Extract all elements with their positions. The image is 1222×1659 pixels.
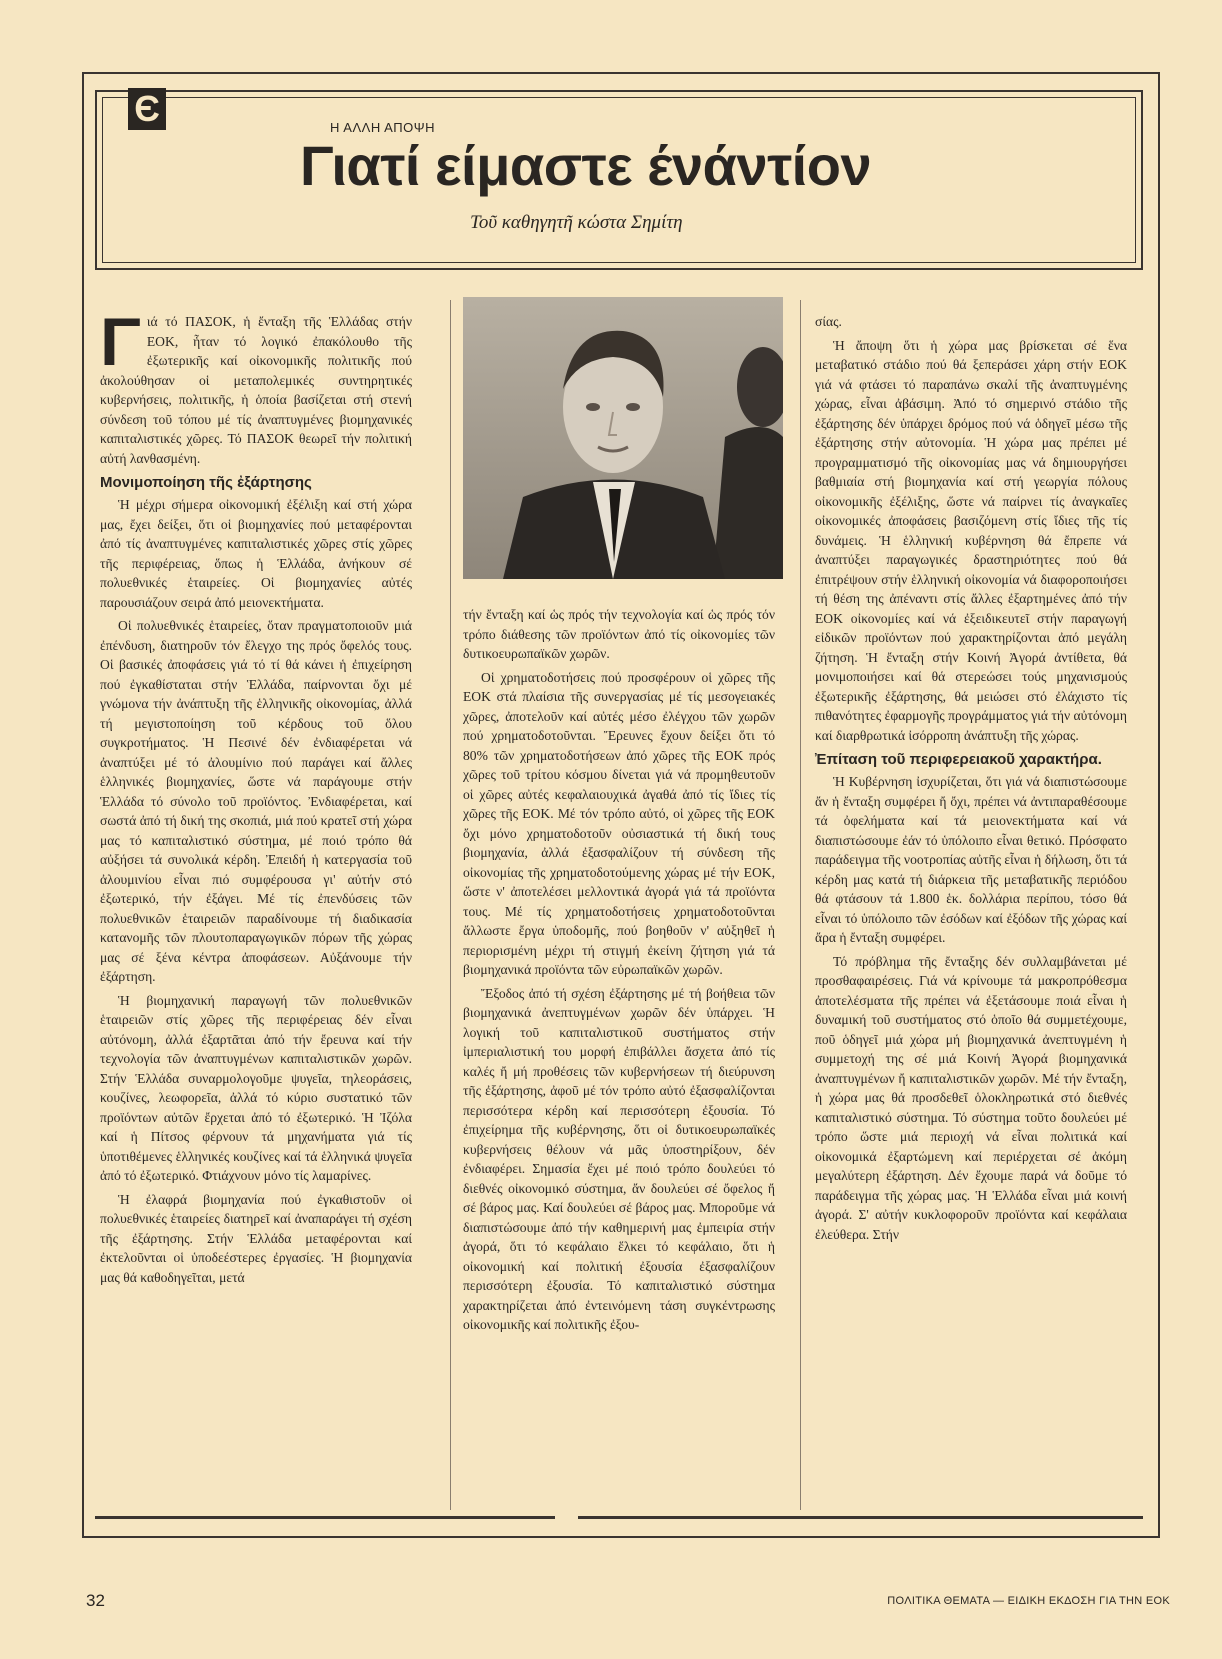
- article-byline: Τοῦ καθηγητῆ κώστα Σημίτη: [470, 212, 683, 233]
- paragraph: Ἡ μέχρι σήμερα οἰκονομική ἐξέλιξη καί στή χώρα μας, ἔχει δείξει, ὅτι οἱ βιομηχανίες πού μεταφέρονται ἀπό τίς ἀναπτυγμένες καπιταλιστικές χῶρες στίς χῶρες τῆς περιφέρειας, ὅπως ἡ Ἑλλάδα, ἀνήκουν σέ πολυεθνικές ἑταιρείες. Οἱ βιομηχανίες αὐτές παρουσιάζουν σειρά ἀπό μειονεκτήματα.: [100, 497, 412, 610]
- intro-text: ιά τό ΠΑΣΟΚ, ἡ ἔνταξη τῆς Ἑλλάδας στήν ΕΟΚ, ἦταν τό λογικό ἐπακόλουθο τῆς ἐξωτερικῆς καί οἰκονομικῆς πολιτικῆς πού ἀκολούθησαν οἱ μεταπολεμικές συντηρητικές κυβερνήσεις, πολιτικῆς, ἡ ὁποία βασίζεται στή στενή σύνδεση τοῦ τόπου μέ τίς ἀναπτυγμένες βιομηχανικές καπιταλιστικές χῶρες. Τό ΠΑΣΟΚ θεωρεῖ τήν πολιτική αὐτή λανθασμένη.: [100, 314, 412, 466]
- author-photo: [463, 297, 783, 579]
- column-rule-right: [800, 300, 801, 1510]
- intro-paragraph: [100, 304, 412, 468]
- article-column-2: [463, 605, 775, 1339]
- author-photo-image: [463, 297, 783, 579]
- section-heading-dependency: Μονιμοποίηση τῆς ἐξάρτησης: [100, 474, 312, 491]
- paragraph: Τό πρόβλημα τῆς ἔνταξης δέν συλλαμβάνεται μέ προσθαφαιρέσεις. Γιά νά κρίνουμε τά μακροπρόθεσμα ἀποτελέσματα τῆς πρέπει νά ἐξετάσουμε ποιά εἶναι ἡ δυναμική τοῦ συστήματος στό ὁποῖο θά συμμετέχουμε, ποῦ ὁδηγεῖ μιά χώρα μή βιομηχανικά ἀνεπτυγμένη ἡ συμμετοχή της σέ μιά Κοινή Ἀγορά βιομηχανικά ἀναπτυγμένων ἤ καπιταλιστικῶν χωρῶν. Μέ τήν ἔνταξη, ἡ χώρα μας θά προσδεθεῖ ὁλοκληρωτικά στό διεθνές καπιταλιστικό σύστημα. Τό σύστημα τοῦτο δουλεύει μέ τρόπο ὥστε μιά περιοχή νά εἶναι πολιτικά καί οἰκονομικά ἐξαρτώμενη καί περιέρχεται σέ ἀκόμη μεγαλύτερη ἐξάρτηση. Δέν ἔχουμε παρά νά δοῦμε τό παράδειγμα τῆς χώρας μας. Ἡ Ἑλλάδα εἶναι μιά κοινή ἀγορά. Σ' αὐτήν κυκλοφοροῦν προϊόντα καί κεφάλαια ἐλεύθερα. Στήν: [815, 953, 1127, 1242]
- publication-footer: ΠΟΛΙΤΙΚΑ ΘΕΜΑΤΑ — ΕΙΔΙΚΗ ΕΚΔΟΣΗ ΓΙΑ ΤΗΝ ΕΟΚ: [887, 1595, 1170, 1607]
- paragraph: Ἔξοδος ἀπό τή σχέση ἐξάρτησης μέ τή βοήθεια τῶν βιομηχανικά ἀνεπτυγμένων χωρῶν δέν ὑπάρχει. Ἡ λογική τοῦ καπιταλιστικοῦ συστήματος στήν ἰμπεριαλιστική του μορφή ἐπιβάλλει ἄσχετα ἀπό τίς καλές ἤ μή προθέσεις τῶν κυβερνήσεων τή διεύρυνση τῆς ἐξάρτησης, ἀφοῦ μέ τόν τρόπο αὐτό ἐξασφαλίζονται περισσότερα κέρδη καί περισσότερη ἐξουσία. Τό ἐπιχείρημα τῆς κυβέρνησης, ὅτι οἱ δυτικοευρωπαϊκές κυβερνήσεις θέλουν νά μᾶς ὑποστηρίξουν, δέν ἐνδιαφέρει. Σημασία ἔχει μέ ποιό τρόπο δουλεύει τό διεθνές οἰκονομικό σύστημα, ἄν δουλεύει σέ ὄφελος ἤ σέ βάρος μας. Καί δουλεύει σέ βάρος μας. Μποροῦμε νά διαπιστώσουμε ἀπό τήν καθημερινή μας ἐμπειρία στήν ἀγορά, ὅτι τό κεφάλαιο ἕλκει τό κεφάλαιο, ὅτι ἡ οἰκονομική καί πολιτική ἐξουσία ἐξασφαλίζουν περισσότερη ἐξουσία. Τό καπιταλιστικό σύστημα χαρακτηρίζεται ἀπό ἐντεινόμενη τάση συγκέντρωσης οἰκονομικῆς καί πολιτικῆς ἐξου-: [463, 985, 775, 1332]
- page-number: 32: [86, 1591, 105, 1610]
- paragraph: Οἱ χρηματοδοτήσεις πού προσφέρουν οἱ χῶρες τῆς ΕΟΚ στά πλαίσια τῆς συνεργασίας μέ τίς μεσογειακές χῶρες, ἀποτελοῦν καί αὐτές μέσο ἐλέγχου τῶν χωρῶν πού χρηματοδοτοῦνται. Ἔρευνες ἔχουν δείξει ὅτι τό 80% τῶν χρηματοδοτήσεων ἀπό χῶρες τῆς ΕΟΚ πρός χῶρες τοῦ τρίτου κόσμου δίνεται γιά νά προμηθευτοῦν οἱ χῶρες αὐτές κεφαλαιουχικά ἀγαθά ἀπό τίς ἴδιες τίς χῶρες τῆς ΕΟΚ. Μέ τόν τρόπο αὐτό, οἱ χῶρες τῆς ΕΟΚ ὄχι μόνο χρηματοδοτοῦν οὐσιαστικά τή δική τους βιομηχανία, ἀλλά ἐξασφαλίζουν τή σύνδεση τῆς οἰκονομίας τῆς χρηματοδοτούμενης χώρας μέ τήν ΕΟΚ, ὥστε ν' ἀποτελέσει μελλοντικά ἀγορά γιά τά προϊόντα τους. Μέ τίς χρηματοδοτήσεις χρηματοδοτοῦνται ἄλλωστε ἔργα ὑποδομῆς, πού βοηθοῦν ν' αὐξηθεῖ ἡ περιορισμένη μέχρι τή στιγμή ἐκείνη ζήτηση γιά τά βιομηχανικά προϊόντα τῶν εὐρωπαϊκῶν χωρῶν.: [463, 669, 775, 977]
- paragraph: τήν ἔνταξη καί ὡς πρός τήν τεχνολογία καί ὡς πρός τόν τρόπο διάθεσης τῶν προϊόντων ἀπό τίς οἰκονομίες τῶν δυτικοευρωπαϊκῶν χωρῶν.: [463, 607, 775, 661]
- section-heading-periphery: Ἐπίταση τοῦ περιφερειακοῦ χαρακτήρα.: [815, 751, 1102, 768]
- article-column-1: [100, 304, 412, 1291]
- paragraph: Ἡ ἄποψη ὅτι ἡ χώρα μας βρίσκεται σέ ἕνα μεταβατικό στάδιο πού θά ξεπεράσει χάρη στήν ΕΟΚ γιά νά φτάσει τό παραπάνω σκαλί τῆς ἀναπτυγμένης χώρας, εἶναι ἀβάσιμη. Ἀπό τό σημερινό στάδιο τῆς ἐξάρτησης δέν ὑπάρχει δρόμος πού νά ὁδηγεῖ μέσω τῆς ἐξάρτησης στήν αὐτονομία. Ἡ χώρα μας πρέπει μέ προγραμματισμό τῆς οἰκονομίας μας νά δημιουργήσει βαθμιαία στή βιομηχανία καί στή γεωργία πόλους οἰκονομικῆς ἐξέλιξης, ὥστε νά παίρνει τίς ἀναγκαῖες οἰκονομικές ἀποφάσεις βασιζόμενη στίς ἴδιες τῆς τίς δυνάμεις. Ἡ ἑλληνική κυβέρνηση θά ἔπρεπε νά ἀναπτύξει παραγωγικές δραστηριότητες πού θά ἐπιτρέψουν στήν ἑλληνική οἰκονομία νά διαφοροποιήσει τή θέση της ἀπέναντι στίς ἄλλες ἐξαρτημένες ἀπό τήν ΕΟΚ οἰκονομίες καί νά ἐξειδικευτεῖ στήν παραγωγή εἰδικῶν προϊόντων πού χαρακτηρίζονται ἀπό μεγάλη ζήτηση. Ἡ ἔνταξη στήν Κοινή Ἀγορά ἀντίθετα, θά μονιμοποιήσει καί θά στερεώσει τούς μηχανισμούς ἐξωτερικῆς ἐξάρτησης, θά μειώσει στό ἐλάχιστο τίς πιθανότητες ἐφαρμογῆς προγράμματος γιά τήν αὐτόνομη καί διαρθρωτικά ἰσόρροπη ἀνάπτυξη τῆς χώρας.: [815, 337, 1127, 743]
- paragraph: Οἱ πολυεθνικές ἑταιρείες, ὅταν πραγματοποιοῦν μιά ἐπένδυση, διατηροῦν τόν ἔλεγχο της πρός ὄφελός τους. Οἱ βασικές ἀποφάσεις γιά τό τί θά κάνει ἡ ἐπιχείρηση πού ἐγκαθίσταται στήν Ἑλλάδα, παίρνονται ὄχι μέ γνώμονα τήν ἀνάπτυξη τῆς ἑλληνικῆς οἰκονομίας, ἀλλά τή μεγιστοποίηση τοῦ κέρδους τοῦ ὅλου συγκροτήματος. Ἡ Πεσινέ δέν ἐνδιαφέρεται νά ἀναπτύξει μέ τό ἀλουμίνιο πού παράγει καί ἄλλες ἑλληνικές βιομηχανίες, ὥστε νά παράγουμε στήν Ἑλλάδα τό σύνολο τοῦ προϊόντος. Ἐνδιαφέρεται, καί σωστά ἀπό τή δική της σκοπιά, μιά πού κρατεῖ στή χώρα μας τό καπιταλιστικό σύστημα, μέ ποιό τρόπο θά αὐξήσει τά συνολικά κέρδη. Ἐπειδή ἡ κατεργασία τοῦ ἀλουμινίου εἶναι πιό συμφέρουσα γι' αὐτήν στό ἐξωτερικό, τήν ἐξάγει. Μέ τίς ἐπενδύσεις τῶν πολυεθνικῶν ἑταιρειῶν παραδίνουμε τή διαδικασία κατανομῆς τῶν πλουτοπαραγωγικῶν πόρων τῆς χώρας μας σέ ξένα κέντρα ἀποφάσεων. Αὐξάνουμε τήν ἐξάρτηση.: [100, 618, 412, 984]
- bottom-rule-right: [578, 1516, 1143, 1519]
- paragraph: Ἡ βιομηχανική παραγωγή τῶν πολυεθνικῶν ἑταιρειῶν στίς χῶρες τῆς περιφέρειας δέν εἶναι αὐτόνομη, ἀλλά ἐξαρτᾶται ἀπό τήν ἔρευνα καί τήν τεχνολογία τῶν ἀναπτυγμένων καπιταλιστικῶν χωρῶν. Στήν Ἑλλάδα συναρμολογοῦμε ψυγεῖα, τηλεοράσεις, κουζίνες, λεωφορεῖα, ἀλλά τό κύριο συστατικό τῶν προϊόντων αὐτῶν ἔρχεται ἀπό τό ἐξωτερικό. Ἡ Ἰζόλα καί ἡ Πίτσος φέρνουν τά μηχανήματα γιά τίς ὑποτιθέμενες ἑλληνικές κουζίνες καί τά ἑλληνικά ψυγεῖα ἀπό τό ἐξωτερικό. Φτιάχνουν μόνο τίς λαμαρίνες.: [100, 992, 412, 1183]
- bottom-rule-left: [95, 1516, 555, 1519]
- paragraph: σίας.: [815, 314, 842, 329]
- article-column-3: [815, 312, 1127, 1248]
- paragraph: Ἡ Κυβέρνηση ἰσχυρίζεται, ὅτι γιά νά διαπιστώσουμε ἄν ἡ ἔνταξη συμφέρει ἤ ὄχι, πρέπει νά ἀντιπαραθέσουμε τά ὀφελήματα καί τά μειονεκτήματα καί νά διαπιστώσουμε ἐάν τό ὑπόλοιπο εἶναι θετικό. Πρόσφατο παράδειγμα τῆς νοοτροπίας αὐτῆς εἶναι ἡ δήλωση, ὅτι τά κέρδη μας κατά τή διάρκεια τῆς μεταβατικῆς περιόδου θά φτάσουν τά 1.800 ἑκ. δολλάρια περίπου, τόσο θά εἶναι τό ὑπόλοιπο τῶν ἐσόδων καί ἐξόδων τῆς χώρας καί ἄρα ἡ ἔνταξη συμφέρει.: [815, 774, 1127, 945]
- column-rule-left: [450, 300, 451, 1510]
- article-headline: Γιατί είμαστε ένάντίον: [300, 134, 872, 197]
- drop-cap: Γ: [100, 304, 141, 380]
- section-logo: Є: [128, 88, 166, 130]
- paragraph: Ἡ ἐλαφρά βιομηχανία πού ἐγκαθιστοῦν οἱ πολυεθνικές ἑταιρείες διατηρεῖ καί ἀναπαράγει τή σχέση τῆς ἐξάρτησης. Στήν Ἑλλάδα μεταφέρονται καί ἐκτελοῦνται οἱ ὑποδεέστερες ἐργασίες. Ἡ βιομηχανία μας θά καθοδηγεῖται, μετά: [100, 1191, 412, 1285]
- section-kicker: Η ΑΛΛΗ ΑΠΟΨΗ: [330, 120, 436, 135]
